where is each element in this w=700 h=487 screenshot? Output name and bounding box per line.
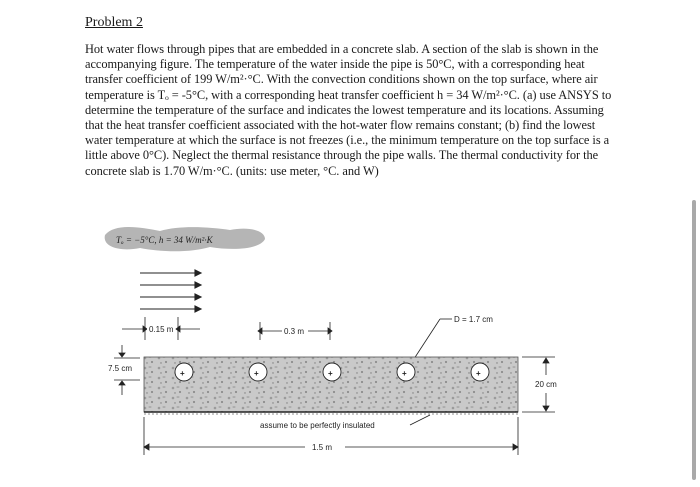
pipe-1 [175,363,193,381]
pipe-spacing-label: 0.3 m [284,327,305,336]
pipe-2 [249,363,267,381]
slab-figure [100,225,600,475]
insulated-label: assume to be perfectly insulated [260,421,375,430]
pipe-4 [397,363,415,381]
pipe-depth-dimension [108,345,140,395]
slab-thickness-dimension [522,357,557,412]
problem-statement: Hot water flows through pipes that are embedded in a concrete slab. A section of the slab is shown in the accompanying figure. The temperature of the water inside the pipe is 50°C, with a corresponding heat transfer coefficient of 199 W/m²·°C. With the convection conditions shown on the top surface, where air temperature is Tₒ = -5°C, with a corresponding heat transfer coefficient h = 34 W/m²·°C. (a) use ANSYS to determine the temperature of the surface and indicates the lowest temperature and its locations. Assuming that the heat transfer coefficient associated with the hot-water flow remains constant; (b) find the lowest water temperature at which the surface is not freezes (i.e., the minimum temperature on the top surface is a little above 0°C). Neglect the thermal resistance through the pipe walls. The thermal conductivity for the concrete slab is 1.70 W/m·°C. (units: use meter, °C. and W) [85,42,612,178]
scrollbar[interactable] [692,200,696,480]
pipe-spacing-dimension [258,322,332,340]
pipe-4-symbol: + [402,369,407,378]
slab-thickness-label: 20 cm [535,380,557,389]
problem-title: Problem 2 [85,15,143,30]
air-condition-label: Tₒ = −5°C, h = 34 W/m²·K [116,235,213,245]
edge-spacing-label: 0.15 m [149,325,174,334]
pipe-depth-label: 7.5 cm [108,364,133,373]
pipe-5-symbol: + [476,369,481,378]
pipe-3-symbol: + [328,369,333,378]
air-cloud [105,227,265,251]
diameter-label: D = 1.7 cm [454,315,493,324]
pipe-3 [323,363,341,381]
edge-spacing-dimension [122,317,200,340]
air-flow-arrows [140,270,201,312]
pipe-5 [471,363,489,381]
insulated-callout [260,415,430,430]
pipe-2-symbol: + [254,369,259,378]
pipe-1-symbol: + [180,369,185,378]
slab-length-label: 1.5 m [312,443,333,452]
